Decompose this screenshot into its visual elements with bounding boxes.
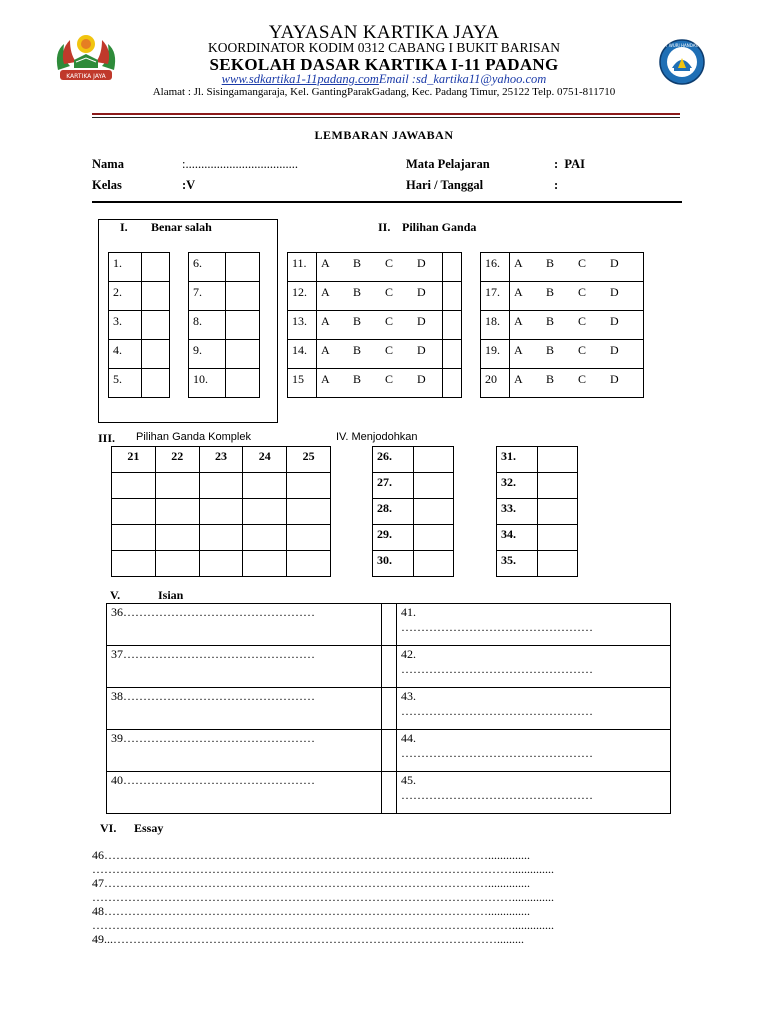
info-divider [92, 201, 682, 203]
mc-option-b[interactable]: B [546, 256, 555, 270]
match-answer-box[interactable] [538, 447, 578, 473]
mc-option-d[interactable]: D [417, 285, 426, 299]
match-number: 29. [373, 525, 414, 551]
mc-option-d[interactable]: D [610, 372, 619, 386]
isian-left-line[interactable]: 37………………………………………… [107, 646, 382, 688]
mc-option-b[interactable]: B [353, 314, 362, 328]
pgk-answer-box[interactable] [112, 551, 156, 577]
match-number: 26. [373, 447, 414, 473]
mc-options[interactable] [317, 253, 443, 282]
tf-answer-box[interactable] [142, 282, 170, 311]
tf-answer-box[interactable] [142, 253, 170, 282]
tf-number: 4. [109, 340, 142, 369]
mc-options[interactable] [317, 311, 443, 340]
tf-answer-box[interactable] [226, 369, 260, 398]
mc-option-b[interactable]: B [546, 343, 555, 357]
isian-left-line[interactable]: 36………………………………………… [107, 604, 382, 646]
section-4-left-table [372, 446, 454, 577]
match-answer-box[interactable] [538, 525, 578, 551]
mc-option-a[interactable]: A [321, 343, 330, 357]
isian-right-dots[interactable]: ………………………………………… [401, 746, 593, 760]
isian-right-cell[interactable] [397, 730, 671, 772]
mc-number: 12. [288, 282, 317, 311]
section-4-title: IV. Menjodohkan [336, 431, 418, 443]
pgk-answer-box[interactable] [287, 473, 331, 499]
pgk-header: 25 [287, 447, 331, 473]
mc-option-a[interactable]: A [514, 314, 523, 328]
match-answer-box[interactable] [414, 447, 454, 473]
pgk-answer-box[interactable] [199, 525, 243, 551]
mc-option-a[interactable]: A [321, 314, 330, 328]
mc-option-a[interactable]: A [321, 372, 330, 386]
mc-number: 19. [481, 340, 510, 369]
isian-right-number: 45. [401, 773, 416, 787]
pgk-answer-box[interactable] [112, 473, 156, 499]
pgk-answer-box[interactable] [199, 551, 243, 577]
isian-right-cell[interactable] [397, 772, 671, 814]
mc-option-c[interactable]: C [578, 343, 587, 357]
section-5-table [106, 603, 671, 814]
hari-label: Hari / Tanggal [406, 178, 484, 192]
mc-option-b[interactable]: B [546, 314, 555, 328]
mc-option-a[interactable]: A [514, 343, 523, 357]
mc-options[interactable] [510, 282, 644, 311]
mapel-label: Mata Pelajaran [406, 157, 490, 171]
isian-right-number: 42. [401, 647, 416, 661]
isian-right-number: 44. [401, 731, 416, 745]
section-1-title: Benar salah [151, 220, 212, 234]
pgk-header: 23 [199, 447, 243, 473]
section-1-left-table [108, 252, 170, 398]
pgk-answer-box[interactable] [287, 499, 331, 525]
mc-spacer [443, 369, 462, 398]
pgk-answer-box[interactable] [155, 473, 199, 499]
pgk-answer-box[interactable] [287, 551, 331, 577]
nama-value[interactable]: :.................................... [182, 157, 298, 171]
essay-line[interactable]: 49...……………………………………………………………………………………......... [92, 932, 524, 946]
mc-number: 18. [481, 311, 510, 340]
isian-left-line[interactable]: 39………………………………………… [107, 730, 382, 772]
mc-option-c[interactable]: C [578, 256, 587, 270]
mapel-value: : PAI [554, 157, 586, 171]
match-number: 28. [373, 499, 414, 525]
section-3-table [111, 446, 331, 577]
tf-answer-box[interactable] [142, 311, 170, 340]
mc-number: 17. [481, 282, 510, 311]
pgk-answer-box[interactable] [112, 499, 156, 525]
mc-option-b[interactable]: B [546, 285, 555, 299]
tf-answer-box[interactable] [142, 369, 170, 398]
match-number: 31. [497, 447, 538, 473]
mc-option-d[interactable]: D [610, 256, 619, 270]
pgk-answer-box[interactable] [155, 551, 199, 577]
pgk-answer-box[interactable] [199, 499, 243, 525]
essay-line[interactable]: 47…………………………………………………………………………………….............. [92, 876, 530, 890]
isian-right-number: 41. [401, 605, 416, 619]
coordinator-line: KOORDINATOR KODIM 0312 CABANG I BUKIT BARISAN [207, 40, 560, 55]
mc-option-b[interactable]: B [546, 372, 555, 386]
mc-option-b[interactable]: B [353, 372, 362, 386]
mc-options[interactable] [510, 340, 644, 369]
pgk-answer-box[interactable] [243, 473, 287, 499]
essay-line[interactable]: …………………………………………………………………………………………….............. [92, 890, 554, 904]
address-line: Alamat : Jl. Sisingamangaraja, Kel. GantingParakGadang, Kec. Padang Timur, 25122 Telp. 0751-811710 [152, 86, 616, 98]
isian-gap [382, 730, 397, 772]
section-1-right-table [188, 252, 260, 398]
tf-answer-box[interactable] [226, 253, 260, 282]
pgk-answer-box[interactable] [243, 499, 287, 525]
match-answer-box[interactable] [538, 473, 578, 499]
mc-option-c[interactable]: C [578, 314, 587, 328]
school-name: SEKOLAH DASAR KARTIKA I-11 PADANG [209, 55, 559, 74]
tf-number: 1. [109, 253, 142, 282]
tf-number: 6. [189, 253, 226, 282]
mc-option-d[interactable]: D [417, 314, 426, 328]
essay-line[interactable]: 48…………………………………………………………………………………….............. [92, 904, 530, 918]
mc-option-b[interactable]: B [353, 256, 362, 270]
mc-option-c[interactable]: C [578, 285, 587, 299]
website-link[interactable]: www.sdkartika1-11padang.com [221, 72, 379, 86]
match-number: 35. [497, 551, 538, 577]
isian-gap [382, 604, 397, 646]
mc-option-c[interactable]: C [385, 372, 394, 386]
essay-line[interactable]: …………………………………………………………………………………………….............. [92, 918, 554, 932]
isian-gap [382, 772, 397, 814]
mc-number: 11. [288, 253, 317, 282]
isian-right-cell[interactable] [397, 646, 671, 688]
tf-number: 3. [109, 311, 142, 340]
mc-spacer [443, 282, 462, 311]
mc-option-c[interactable]: C [385, 314, 394, 328]
section-5-number: V. [110, 588, 121, 602]
contact-line [0, 72, 768, 87]
isian-right-dots[interactable]: ………………………………………… [401, 662, 593, 676]
mc-number: 14. [288, 340, 317, 369]
section-3-number: III. [98, 431, 116, 445]
nama-label: Nama [92, 157, 124, 171]
isian-right-dots[interactable]: ………………………………………… [401, 788, 593, 802]
mc-options[interactable] [317, 282, 443, 311]
match-answer-box[interactable] [538, 551, 578, 577]
mc-options[interactable] [510, 253, 644, 282]
section-2-number: II. [378, 220, 391, 234]
mc-number: 20 [481, 369, 510, 398]
tf-answer-box[interactable] [226, 311, 260, 340]
match-number: 33. [497, 499, 538, 525]
mc-number: 13. [288, 311, 317, 340]
pgk-header: 24 [243, 447, 287, 473]
mc-options[interactable] [317, 340, 443, 369]
mc-option-d[interactable]: D [417, 372, 426, 386]
kelas-value: :V [182, 178, 196, 192]
tf-number: 9. [189, 340, 226, 369]
pgk-header: 21 [112, 447, 156, 473]
pgk-answer-box[interactable] [155, 499, 199, 525]
essay-line[interactable]: 46…………………………………………………………………………………….............. [92, 848, 530, 862]
pgk-answer-box[interactable] [243, 525, 287, 551]
mc-option-a[interactable]: A [514, 285, 523, 299]
mc-option-b[interactable]: B [353, 343, 362, 357]
mc-option-c[interactable]: C [385, 343, 394, 357]
mc-number: 15 [288, 369, 317, 398]
kelas-label: Kelas [92, 178, 122, 192]
tf-number: 5. [109, 369, 142, 398]
mc-option-d[interactable]: D [610, 314, 619, 328]
section-1-number: I. [120, 220, 128, 234]
match-answer-box[interactable] [414, 473, 454, 499]
pgk-header: 22 [155, 447, 199, 473]
mc-spacer [443, 311, 462, 340]
mc-spacer [443, 340, 462, 369]
mc-option-a[interactable]: A [321, 256, 330, 270]
tf-number: 7. [189, 282, 226, 311]
hari-value[interactable]: : [554, 178, 559, 192]
isian-gap [382, 688, 397, 730]
match-number: 32. [497, 473, 538, 499]
section-3-title: Pilihan Ganda Komplek [136, 431, 251, 443]
mc-option-d[interactable]: D [610, 343, 619, 357]
tf-number: 8. [189, 311, 226, 340]
mc-option-d[interactable]: D [417, 343, 426, 357]
match-answer-box[interactable] [538, 499, 578, 525]
mc-option-a[interactable]: A [321, 285, 330, 299]
isian-left-line[interactable]: 40………………………………………… [107, 772, 382, 814]
tf-answer-box[interactable] [226, 282, 260, 311]
essay-line[interactable]: …………………………………………………………………………………………….............. [92, 862, 554, 876]
mc-option-a[interactable]: A [514, 372, 523, 386]
mc-option-d[interactable]: D [610, 285, 619, 299]
mc-number: 16. [481, 253, 510, 282]
isian-right-dots[interactable]: ………………………………………… [401, 620, 593, 634]
mc-spacer [443, 253, 462, 282]
match-answer-box[interactable] [414, 525, 454, 551]
tf-number: 2. [109, 282, 142, 311]
section-6-title: Essay [134, 821, 164, 835]
section-2-right-table [480, 252, 644, 398]
logo-left-text: KARTIKA JAYA [66, 73, 106, 80]
foundation-name: YAYASAN KARTIKA JAYA [268, 22, 500, 43]
match-number: 30. [373, 551, 414, 577]
mc-option-c[interactable]: C [385, 285, 394, 299]
logo-right-text: TUT WURI HANDAYANI [659, 43, 705, 48]
isian-right-number: 43. [401, 689, 416, 703]
section-4-right-table [496, 446, 578, 577]
isian-right-dots[interactable]: ………………………………………… [401, 704, 593, 718]
mc-options[interactable] [510, 311, 644, 340]
pgk-answer-box[interactable] [287, 525, 331, 551]
email-text: Email :sd_kartika11@yahoo.com [378, 72, 547, 86]
match-answer-box[interactable] [414, 551, 454, 577]
page-title: LEMBARAN JAWABAN [314, 128, 454, 142]
section-2-left-table [287, 252, 462, 398]
match-number: 34. [497, 525, 538, 551]
section-6-number: VI. [100, 821, 117, 835]
section-2-title: Pilihan Ganda [402, 220, 477, 234]
mc-option-c[interactable]: C [385, 256, 394, 270]
pgk-answer-box[interactable] [155, 525, 199, 551]
isian-right-cell[interactable] [397, 604, 671, 646]
isian-right-cell[interactable] [397, 688, 671, 730]
pgk-answer-box[interactable] [243, 551, 287, 577]
mc-options[interactable] [510, 369, 644, 398]
tf-answer-box[interactable] [226, 340, 260, 369]
mc-options[interactable] [317, 369, 443, 398]
match-answer-box[interactable] [414, 499, 454, 525]
header-divider-black [92, 117, 680, 118]
tf-number: 10. [189, 369, 226, 398]
tf-answer-box[interactable] [142, 340, 170, 369]
mc-option-c[interactable]: C [578, 372, 587, 386]
isian-left-line[interactable]: 38………………………………………… [107, 688, 382, 730]
pgk-answer-box[interactable] [199, 473, 243, 499]
match-number: 27. [373, 473, 414, 499]
pgk-answer-box[interactable] [112, 525, 156, 551]
mc-option-b[interactable]: B [353, 285, 362, 299]
mc-option-a[interactable]: A [514, 256, 523, 270]
mc-option-d[interactable]: D [417, 256, 426, 270]
isian-gap [382, 646, 397, 688]
section-5-title: Isian [158, 588, 184, 602]
header-divider-red [92, 113, 680, 115]
